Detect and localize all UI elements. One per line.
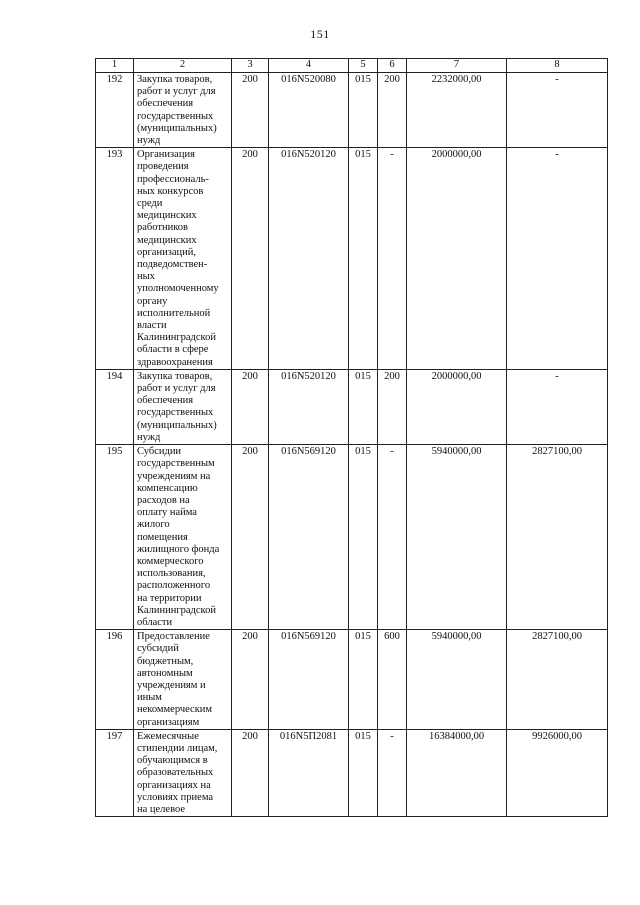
row-name: Предоставление субсидий бюджетным, автономным учреждениям и иным некоммерческим организациям xyxy=(134,630,232,730)
row-amount-1: 5940000,00 xyxy=(407,630,507,730)
header-col-4: 4 xyxy=(269,59,349,73)
row-col6: - xyxy=(378,445,407,630)
row-number: 195 xyxy=(96,445,134,630)
row-col6: - xyxy=(378,729,407,816)
row-col5: 015 xyxy=(349,369,378,444)
header-row xyxy=(96,59,608,73)
row-col6: 600 xyxy=(378,630,407,730)
row-name: Закупка товаров, работ и услуг для обеспечения государственных (муниципальных) нужд xyxy=(134,73,232,148)
budget-table xyxy=(95,58,608,817)
row-col3: 200 xyxy=(232,148,269,370)
row-col6: 200 xyxy=(378,73,407,148)
row-code: 016N569120 xyxy=(269,630,349,730)
table-row xyxy=(96,445,608,630)
row-name: Ежемесячные стипендии лицам, обучающимся в образовательных организациях на условиях приема на целевое xyxy=(134,729,232,816)
row-col6: 200 xyxy=(378,369,407,444)
row-amount-2: - xyxy=(507,73,608,148)
row-col3: 200 xyxy=(232,729,269,816)
row-amount-1: 2000000,00 xyxy=(407,369,507,444)
row-amount-2: 9926000,00 xyxy=(507,729,608,816)
header-col-3: 3 xyxy=(232,59,269,73)
row-code: 016N520120 xyxy=(269,148,349,370)
row-name: Организация проведения профессиональ- ных конкурсов среди медицинских работников медицинских организаций, подведомствен- ных уполномоченному органу исполнительной власти Калининградской области в сфере здравоохранения xyxy=(134,148,232,370)
header-col-5: 5 xyxy=(349,59,378,73)
header-col-6: 6 xyxy=(378,59,407,73)
row-code: 016N520120 xyxy=(269,369,349,444)
row-col3: 200 xyxy=(232,73,269,148)
row-name: Закупка товаров, работ и услуг для обеспечения государственных (муниципальных) нужд xyxy=(134,369,232,444)
row-number: 194 xyxy=(96,369,134,444)
table-row xyxy=(96,73,608,148)
row-number: 193 xyxy=(96,148,134,370)
row-amount-1: 2000000,00 xyxy=(407,148,507,370)
header-col-2: 2 xyxy=(134,59,232,73)
row-col3: 200 xyxy=(232,445,269,630)
header-col-8: 8 xyxy=(507,59,608,73)
row-amount-2: - xyxy=(507,148,608,370)
header-col-1: 1 xyxy=(96,59,134,73)
row-code: 016N520080 xyxy=(269,73,349,148)
row-col3: 200 xyxy=(232,369,269,444)
row-number: 196 xyxy=(96,630,134,730)
row-col5: 015 xyxy=(349,73,378,148)
row-col6: - xyxy=(378,148,407,370)
row-col5: 015 xyxy=(349,148,378,370)
row-amount-2: 2827100,00 xyxy=(507,630,608,730)
row-col5: 015 xyxy=(349,445,378,630)
row-number: 192 xyxy=(96,73,134,148)
row-amount-2: 2827100,00 xyxy=(507,445,608,630)
page-number: 151 xyxy=(310,27,330,41)
row-name: Субсидии государственным учреждениям на компенсацию расходов на оплату найма жилого помещения жилищного фонда коммерческого использования, расположенного на территории Калининградской области xyxy=(134,445,232,630)
row-col5: 015 xyxy=(349,729,378,816)
row-code: 016N569120 xyxy=(269,445,349,630)
row-amount-2: - xyxy=(507,369,608,444)
row-col3: 200 xyxy=(232,630,269,730)
row-number: 197 xyxy=(96,729,134,816)
row-amount-1: 5940000,00 xyxy=(407,445,507,630)
table-row xyxy=(96,369,608,444)
header-col-7: 7 xyxy=(407,59,507,73)
row-col5: 015 xyxy=(349,630,378,730)
row-code: 016N5П2081 xyxy=(269,729,349,816)
table-row xyxy=(96,148,608,370)
row-amount-1: 2232000,00 xyxy=(407,73,507,148)
table-row xyxy=(96,630,608,730)
table-row xyxy=(96,729,608,816)
row-amount-1: 16384000,00 xyxy=(407,729,507,816)
